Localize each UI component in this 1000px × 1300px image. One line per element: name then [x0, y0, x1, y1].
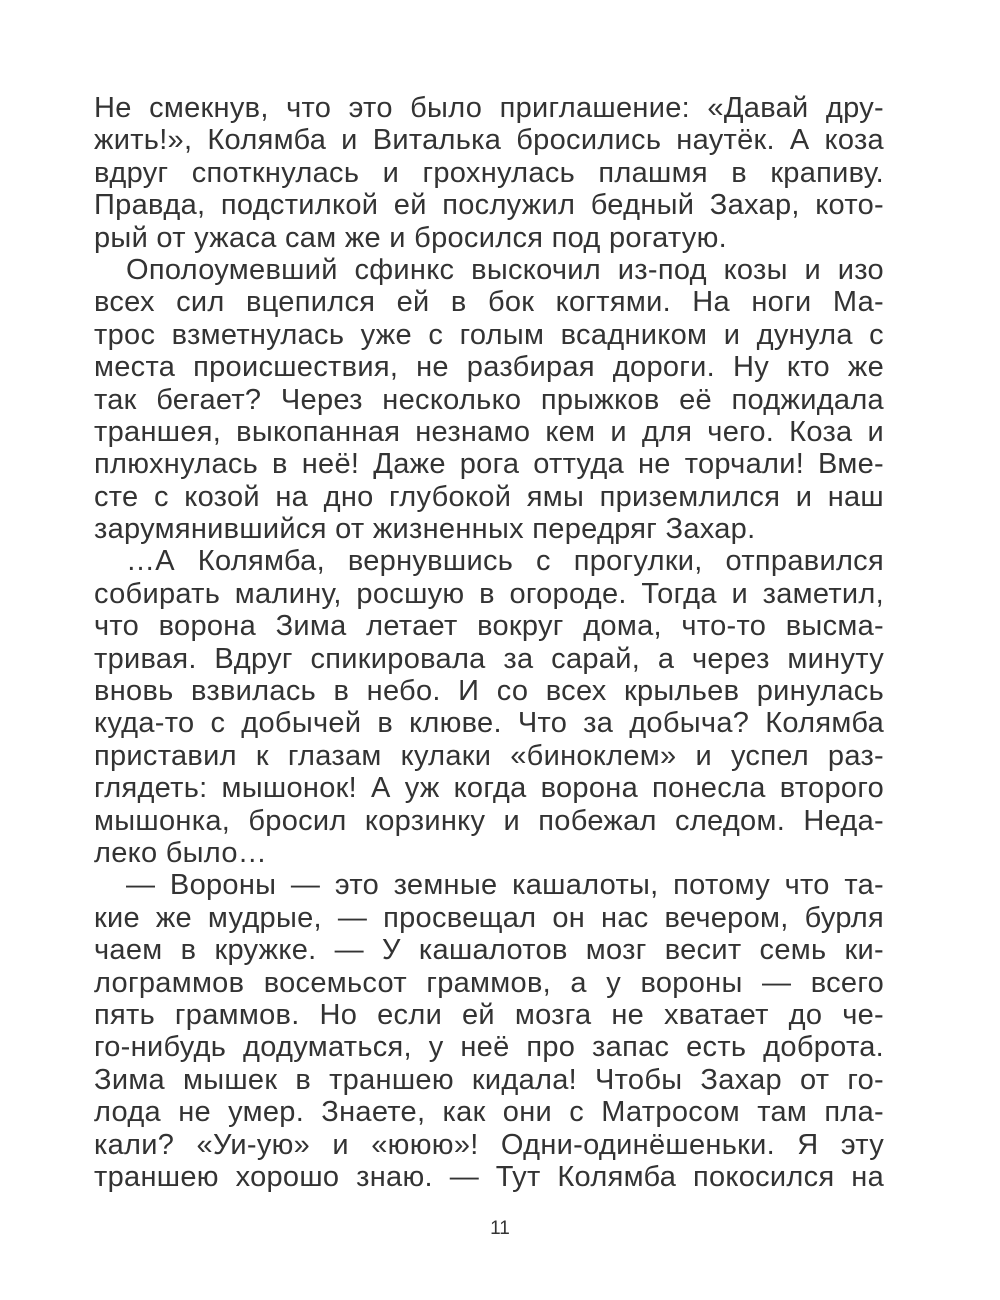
text-line: чаем в кружке. — У кашалотов мозг весит семь ки- [94, 934, 884, 967]
text-line: собирать малину, росшую в огороде. Тогда и заметил, [94, 577, 884, 610]
text-line: приставил к глазам кулаки «биноклем» и успел раз- [94, 739, 884, 772]
text-line: жить!», Колямба и Виталька бросились наутёк. А коза [94, 124, 884, 157]
text-line: кали? «Уи-ую» и «ююю»! Одни-одинёшеньки. Я эту [94, 1128, 884, 1161]
paragraph [94, 545, 884, 869]
text-line: кие же мудрые, — просвещал он нас вечером, бурля [94, 901, 884, 934]
text-line: вновь взвилась в небо. И со всех крыльев ринулась [94, 675, 884, 708]
page-number: 11 [490, 1218, 510, 1239]
text-line: траншея, выкопанная незнамо кем и для чего. Коза и [94, 415, 884, 448]
text-line: мышонка, бросил корзинку и побежал следом. Неда- [94, 804, 884, 837]
text-line: Зима мышек в траншею кидала! Чтобы Захар от го- [94, 1063, 884, 1096]
paragraph [94, 869, 884, 1193]
text-line: так бегает? Через несколько прыжков её поджидала [94, 383, 884, 416]
text-line: плюхнулась в неё! Даже рога оттуда не торчали! Вме- [94, 448, 884, 481]
text-line: — Вороны — это земные кашалоты, потому что та- [126, 869, 884, 902]
text-line: лода не умер. Знаете, как они с Матросом там пла- [94, 1096, 884, 1129]
body-text [94, 92, 884, 1193]
text-line: куда-то с добычей в клюве. Что за добыча? Колямба [94, 707, 884, 740]
text-line: глядеть: мышонок! А уж когда ворона понесла второго [94, 772, 884, 805]
text-line: лограммов восемьсот граммов, а у вороны — всего [94, 966, 884, 999]
text-line: зарумянившийся от жизненных передряг Захар. [94, 513, 756, 546]
paragraph [94, 92, 884, 254]
text-line: траншею хорошо знаю. — Тут Колямба покосился на [94, 1160, 884, 1193]
text-line: что ворона Зима летает вокруг дома, что-то высма- [94, 610, 884, 643]
text-line: тривая. Вдруг спикировала за сарай, а через минуту [94, 642, 884, 675]
text-line: всех сил вцепился ей в бок когтями. На ноги Ма- [94, 286, 884, 319]
text-line: Правда, подстилкой ей послужил бедный Захар, кото- [94, 189, 884, 222]
text-line: трос взметнулась уже с голым всадником и дунула с [94, 318, 884, 351]
text-line: Ополоумевший сфинкс выскочил из-под козы и изо [126, 253, 884, 286]
text-line: сте с козой на дно глубокой ямы приземлился и наш [94, 480, 884, 513]
text-line: го-нибудь додуматься, у неё про запас есть доброта. [94, 1031, 884, 1064]
text-line: рый от ужаса сам же и бросился под рогатую. [94, 221, 727, 254]
text-line: Не смекнув, что это было приглашение: «Давай дру- [94, 92, 884, 124]
text-line: леко было… [94, 836, 268, 869]
text-line: места происшествия, не разбирая дороги. Ну кто же [94, 351, 884, 384]
text-line: вдруг споткнулась и грохнулась плашмя в крапиву. [94, 156, 884, 189]
text-line: …А Колямба, вернувшись с прогулки, отправился [126, 545, 884, 578]
text-line: пять граммов. Но если ей мозга не хватает до че- [94, 998, 884, 1031]
paragraph [94, 254, 884, 546]
